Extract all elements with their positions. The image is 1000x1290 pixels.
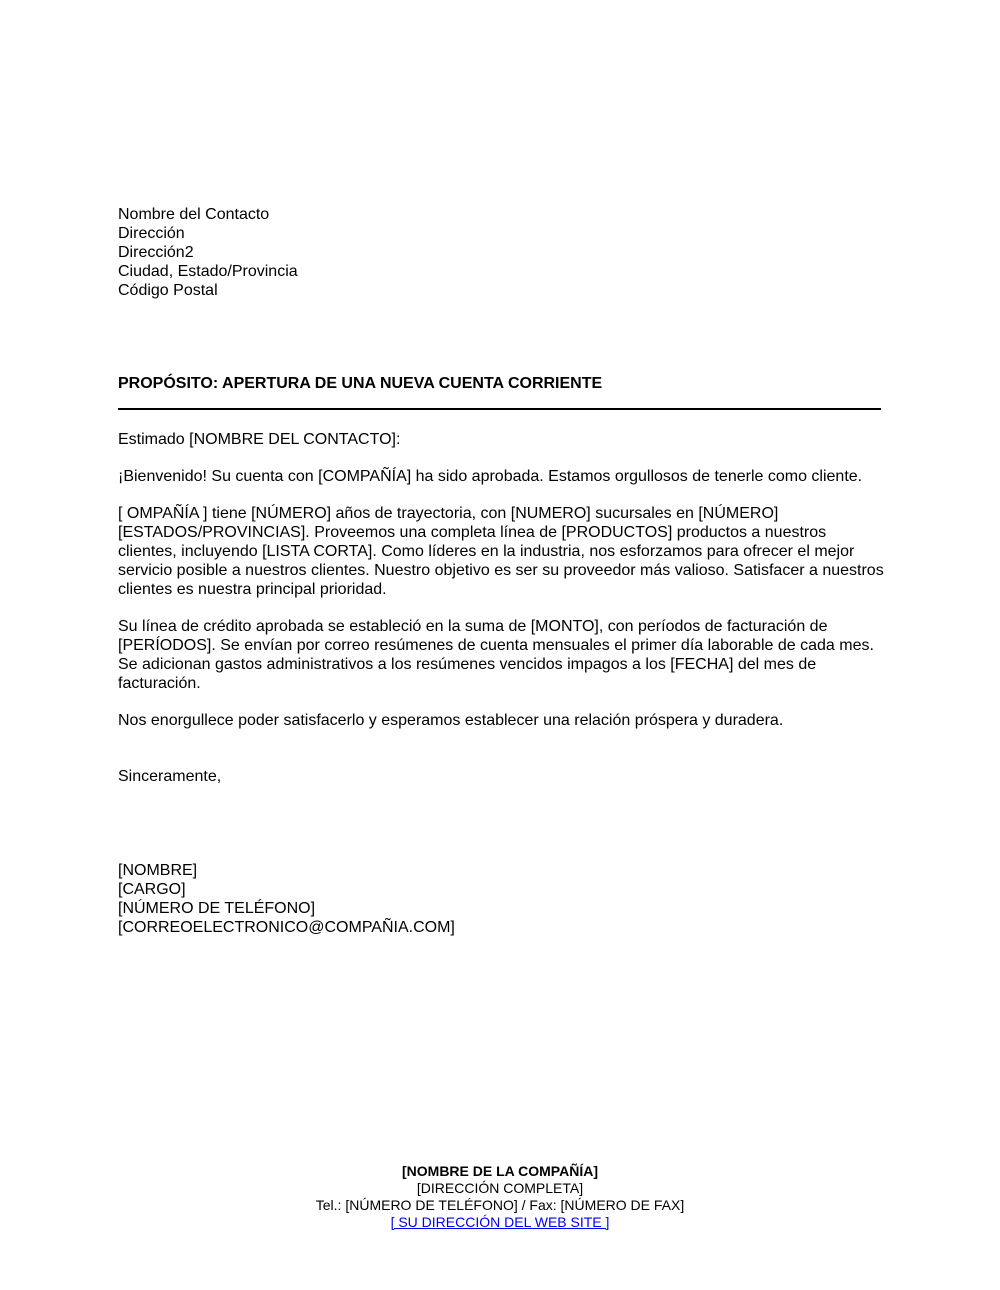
salutation: Estimado [NOMBRE DEL CONTACTO]:	[118, 431, 401, 448]
subject-divider	[118, 408, 881, 410]
recipient-address-block	[118, 205, 298, 300]
letter-subject: PROPÓSITO: APERTURA DE UNA NUEVA CUENTA CORRIENTE	[118, 375, 603, 392]
signature-name: [NOMBRE]	[118, 862, 198, 879]
paragraph-welcome	[118, 467, 884, 486]
signature-block	[118, 861, 455, 937]
paragraph-text: Su línea de crédito aprobada se estableció en la suma de [MONTO], con períodos de facturación de [PERÍODOS]. Se envían por correo resúmenes de cuenta mensuales el primer día laborable de cada mes. Se adicionan gastos administrativos a los resúmenes vencidos impagos a los [FECHA] del mes de facturación.	[118, 618, 874, 692]
recipient-city-state: Ciudad, Estado/Provincia	[118, 263, 298, 280]
recipient-address-line-1: Dirección	[118, 225, 185, 242]
recipient-address-line-2: Dirección2	[118, 244, 194, 261]
paragraph-closing-remark	[118, 711, 884, 730]
signature-title: [CARGO]	[118, 881, 186, 898]
letterhead-footer	[0, 1163, 1000, 1231]
recipient-name: Nombre del Contacto	[118, 206, 270, 223]
footer-contact: Tel.: [NÚMERO DE TELÉFONO] / Fax: [NÚMERO DE FAX]	[315, 1197, 685, 1213]
closing: Sinceramente,	[118, 768, 222, 785]
signature-phone: [NÚMERO DE TELÉFONO]	[118, 900, 316, 917]
signature-email: [CORREOELECTRONICO@COMPAÑIA.COM]	[118, 919, 455, 936]
footer-company-name: [NOMBRE DE LA COMPAÑÍA]	[402, 1163, 598, 1179]
footer-website-link[interactable]: [ SU DIRECCIÓN DEL WEB SITE ]	[390, 1214, 610, 1230]
paragraph-text: [ OMPAÑÍA ] tiene [NÚMERO] años de trayectoria, con [NUMERO] sucursales en [NÚMERO] [ESTADOS/PROVINCIAS]. Proveemos una completa línea de [PRODUCTOS] productos a nuestros clientes, incluyendo [LISTA CORTA]. Como líderes en la industria, nos esforzamos para ofrecer el mejor servicio posible a nuestros clientes. Nuestro objetivo es ser su proveedor más valioso. Satisfacer a nuestros clientes es nuestra principal prioridad.	[118, 505, 884, 598]
footer-address: [DIRECCIÓN COMPLETA]	[416, 1180, 584, 1196]
paragraph-text: Nos enorgullece poder satisfacerlo y esperamos establecer una relación próspera y duradera.	[118, 712, 784, 729]
paragraph-text: ¡Bienvenido! Su cuenta con [COMPAÑÍA] ha sido aprobada. Estamos orgullosos de tenerle como cliente.	[118, 468, 863, 485]
recipient-postal-code: Código Postal	[118, 282, 218, 299]
paragraph-company-info	[118, 504, 884, 599]
paragraph-credit-line	[118, 617, 884, 693]
